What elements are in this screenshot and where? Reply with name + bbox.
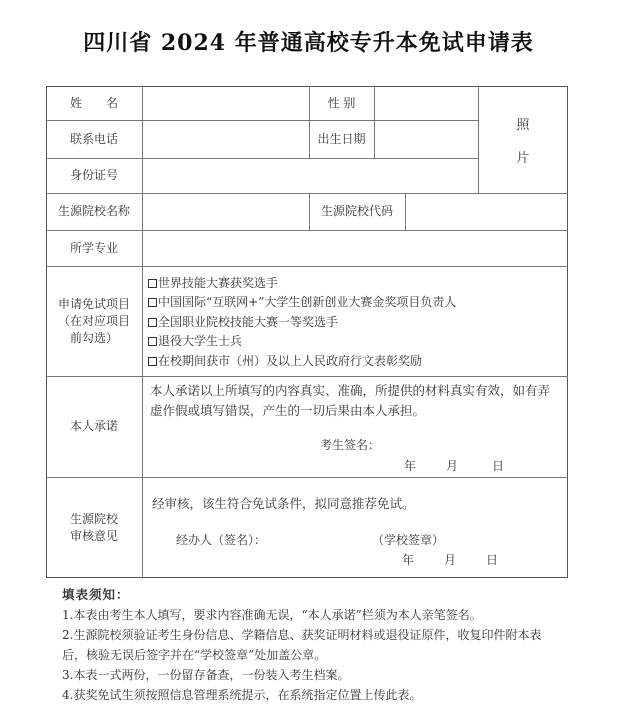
checkbox-icon[interactable]: [148, 318, 157, 327]
label-id-number: 身份证号: [69, 168, 118, 182]
photo-box: [478, 86, 568, 193]
instruction-item: 2.生源院校须验证考生身份信息、学籍信息、获奖证明材料或退役证原件，收复印件附本表后，核验无误后签字并在“学校签章”处加盖公章。: [62, 628, 542, 662]
exemption-item-label: 在校期间获市（州）及以上人民政府行文表彰奖励: [158, 353, 423, 368]
label-pledge: 本人承诺: [69, 419, 118, 433]
label-source-school: 生源院校名称: [57, 204, 130, 218]
grid-line: [405, 193, 406, 230]
exemption-item[interactable]: [148, 332, 548, 351]
photo-label-top: 照: [516, 117, 530, 133]
pledge-date-year: 年: [404, 459, 417, 473]
exemption-item-label: 全国职业院校技能大赛一等奖选手: [158, 314, 339, 329]
school-stamp-label: （学校签章）: [372, 533, 445, 547]
label-apply-line: 前勾选）: [69, 330, 118, 345]
checkbox-icon[interactable]: [148, 279, 157, 288]
checkbox-icon[interactable]: [148, 298, 157, 307]
label-apply-line: 申请免试项目: [57, 296, 130, 311]
review-date-day: 日: [486, 553, 499, 567]
label-name: 姓 名: [69, 95, 118, 110]
label-birth-date: 出生日期: [317, 131, 366, 146]
pledge-date-month: 月: [446, 459, 459, 473]
exemption-item[interactable]: [148, 293, 548, 312]
pledge-text: 本人承诺以上所填写的内容真实、准确，所提供的材料真实有效，如有弄虚作假或填写错误，产生的一切后果由本人承担。: [150, 383, 551, 418]
review-date-month: 月: [444, 553, 457, 567]
checkbox-icon[interactable]: [148, 337, 157, 346]
exemption-item[interactable]: [148, 274, 548, 293]
label-phone: 联系电话: [69, 131, 118, 146]
review-date-year: 年: [402, 553, 415, 567]
photo-label-bottom: 片: [516, 150, 530, 166]
candidate-signature-label: 考生签名：: [320, 438, 381, 452]
instruction-item: 3.本表一式两份，一份留存备查，一份装入考生档案。: [62, 668, 350, 682]
exemption-item-list: [148, 274, 548, 371]
label-school-code: 生源院校代码: [320, 204, 393, 218]
filling-instructions: [62, 585, 562, 705]
label-review-line: 生源院校: [69, 511, 118, 526]
form-title: 四川省 2024 年普通高校专升本免试申请表: [83, 30, 534, 56]
label-review-line: 审核意见: [69, 528, 118, 543]
label-gender: 性 别: [327, 95, 356, 110]
exemption-item-label: 退役大学生士兵: [158, 334, 243, 349]
exemption-item-label: 中国国际“互联网+”大学生创新创业大赛金奖项目负责人: [158, 295, 457, 310]
exemption-item[interactable]: [148, 352, 548, 371]
grid-line: [142, 86, 143, 578]
label-major: 所学专业: [69, 240, 118, 255]
label-school-review: [46, 477, 142, 578]
exemption-item[interactable]: [148, 313, 548, 332]
review-opinion-text: 经审核，该生符合免试条件，拟同意推荐免试。: [152, 496, 415, 511]
label-apply-items: [46, 266, 142, 376]
label-apply-line: （在对应项目: [57, 313, 130, 328]
instructions-header: 填表须知：: [62, 587, 130, 602]
pledge-date-day: 日: [492, 459, 505, 473]
checkbox-icon[interactable]: [148, 357, 157, 366]
grid-line: [374, 86, 375, 158]
handler-signature-label: 经办人（签名）：: [176, 533, 267, 547]
instruction-item: 1.本表由考生本人填写，要求内容准确无误，“本人承诺”栏须为本人亲笔签名。: [62, 608, 482, 622]
exemption-item-label: 世界技能大赛获奖选手: [158, 276, 279, 290]
instruction-item: 4.获奖免试生须按照信息管理系统提示，在系统指定位置上传此表。: [62, 688, 422, 702]
